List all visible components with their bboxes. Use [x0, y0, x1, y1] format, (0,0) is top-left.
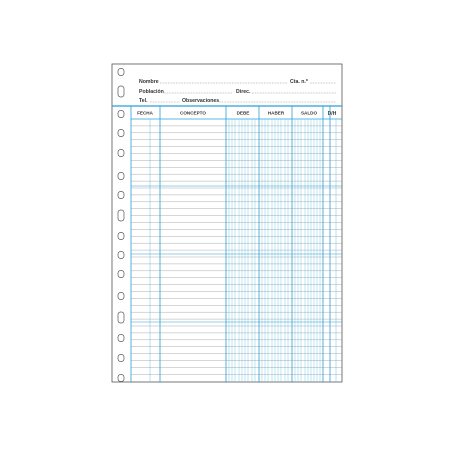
binder-hole — [118, 192, 124, 199]
binder-hole — [118, 111, 124, 118]
binder-hole — [118, 271, 124, 278]
direc-label: Direc. — [236, 89, 251, 95]
binder-hole — [118, 86, 124, 97]
binder-hole — [118, 355, 124, 362]
binder-hole — [118, 312, 124, 323]
observaciones-label: Observaciones — [182, 98, 220, 104]
tel-label: Tel. — [139, 98, 148, 104]
binder-hole — [118, 130, 124, 137]
col-concepto: CONCEPTO — [180, 110, 206, 116]
binder-hole — [118, 150, 124, 157]
binder-hole — [118, 375, 124, 382]
binder-hole — [118, 293, 124, 300]
col-fecha: FECHA — [137, 110, 153, 116]
binder-hole — [118, 210, 124, 221]
binder-hole — [118, 233, 124, 240]
cta-label: Cta. n.º — [290, 79, 308, 85]
col-debe: DEBE — [236, 110, 250, 116]
col-haber: HABER — [267, 110, 285, 116]
binder-hole — [118, 252, 124, 259]
binder-hole — [118, 335, 124, 342]
poblacion-label: Población — [139, 89, 164, 95]
col-dh: D/H — [327, 111, 337, 117]
binder-hole — [118, 69, 124, 76]
col-saldo: SALDO — [300, 110, 318, 116]
nombre-label: Nombre — [139, 79, 159, 85]
binder-hole — [118, 173, 124, 180]
